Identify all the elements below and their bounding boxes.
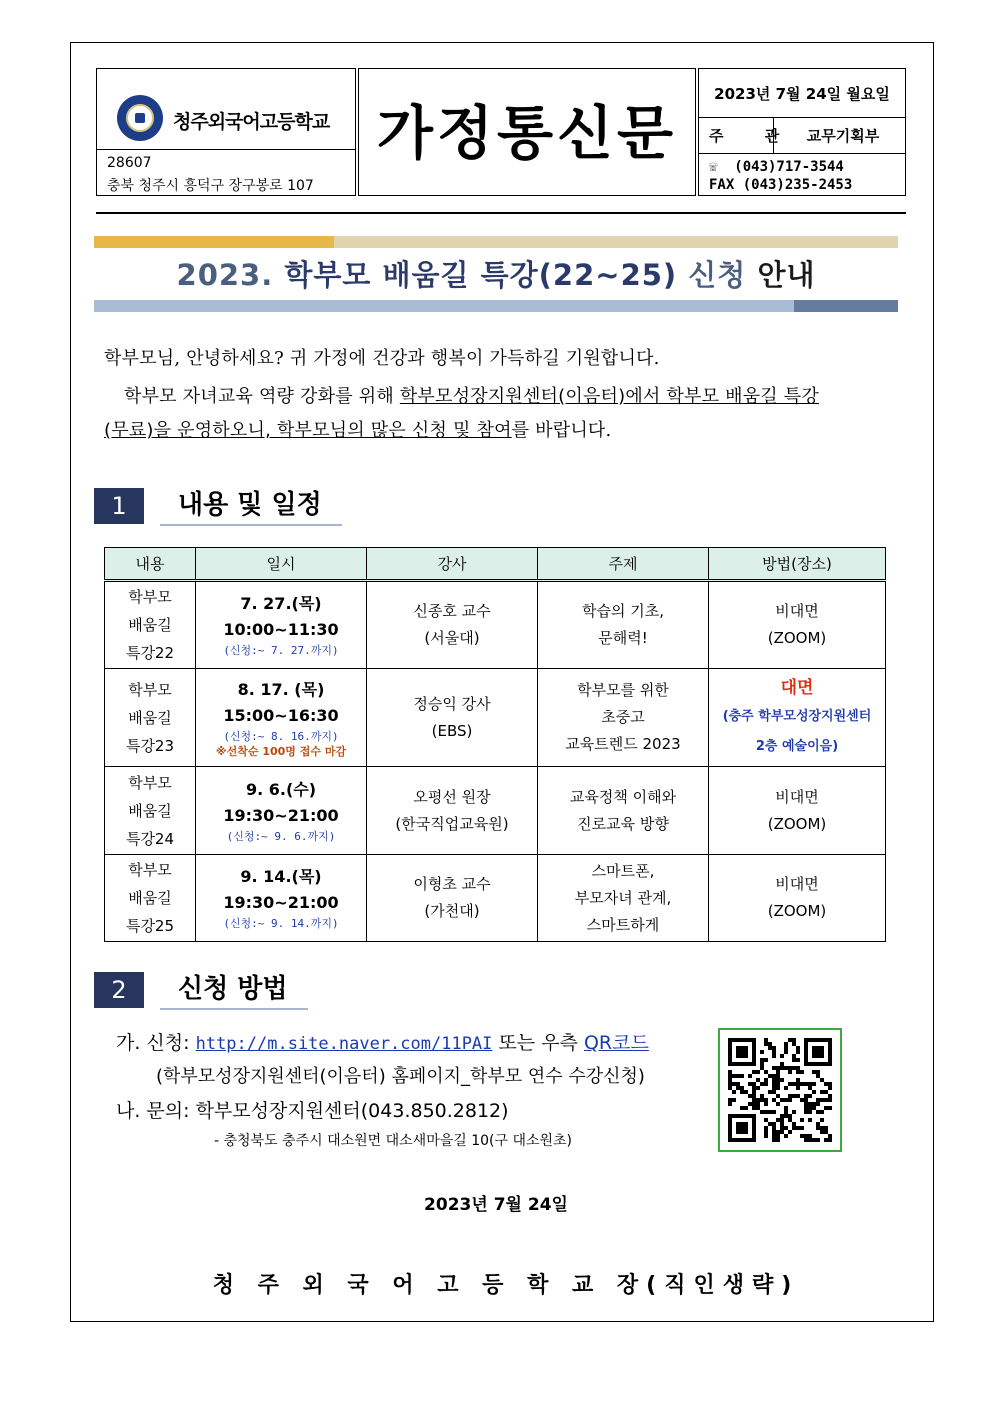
zip-code: 28607 xyxy=(107,155,152,171)
notice-title xyxy=(94,252,898,298)
school-emblem-icon xyxy=(117,95,163,141)
intro-text: 를 바랍니다. xyxy=(511,420,612,441)
organizer-dept: 교무기획부 xyxy=(806,127,880,145)
session-datetime: 7. 27.(목) 10:00~11:30 (신청:~ 7. 27.까지) xyxy=(196,581,367,669)
session-lecturer: 신종호 교수 (서울대) xyxy=(367,581,538,669)
session-method: 비대면 (ZOOM) xyxy=(709,855,886,942)
apply-label: 가. 신청: xyxy=(116,1032,196,1054)
principal-signature: 청 주 외 국 어 고 등 학 교 장(직인생략) xyxy=(212,1273,800,1298)
title-year: 2023. xyxy=(176,258,274,292)
apply-link[interactable]: http://m.site.naver.com/11PAI xyxy=(195,1034,493,1054)
signature-date: 2023년 7월 24일 xyxy=(424,1195,568,1215)
fax-number: FAX (043)235-2453 xyxy=(709,177,853,193)
col-header: 일시 xyxy=(196,548,367,581)
session-name: 학부모 배움길 특강24 xyxy=(105,767,196,855)
table-row xyxy=(105,669,886,767)
session-topic: 교육정책 이해와 진로교육 방향 xyxy=(538,767,709,855)
section-number: 1 xyxy=(94,488,144,524)
session-method: 비대면 (ZOOM) xyxy=(709,581,886,669)
inquiry-line: 나. 문의: 학부모성장지원센터(043.850.2812) xyxy=(116,1100,509,1122)
session-method: 비대면 (ZOOM) xyxy=(709,767,886,855)
col-header: 강사 xyxy=(367,548,538,581)
document-title: 가정통신문 xyxy=(376,99,678,167)
title-guide: 안내 xyxy=(757,258,816,292)
capacity-note: ※선착순 100명 접수 마감 xyxy=(215,744,347,758)
issue-date: 2023년 7월 24일 월요일 xyxy=(714,85,890,103)
session-lecturer: 정승익 강사 (EBS) xyxy=(367,669,538,767)
intro-highlight: 학부모성장지원센터(이음터)에서 학부모 배움길 특강 xyxy=(399,386,819,407)
title-apply: 신청 xyxy=(688,258,747,292)
qr-link[interactable]: QR코드 xyxy=(583,1032,649,1054)
intro-line-3 xyxy=(104,416,611,442)
school-name: 청주외국어고등학교 xyxy=(173,111,330,133)
session-name: 학부모 배움길 특강25 xyxy=(105,855,196,942)
banner-bottom-stripe xyxy=(94,300,898,312)
table-row xyxy=(105,581,886,669)
school-info-box xyxy=(96,68,356,196)
apply-or: 또는 우측 xyxy=(492,1032,584,1054)
qr-code-icon[interactable] xyxy=(718,1028,842,1152)
col-header: 방법(장소) xyxy=(709,548,886,581)
intro-text: 학부모 자녀교육 역량 강화를 위해 xyxy=(124,386,400,407)
session-lecturer: 이형초 교수 (가천대) xyxy=(367,855,538,942)
inquiry-address: - 충청북도 충주시 대소원면 대소새마을길 10(구 대소원초) xyxy=(214,1133,573,1149)
session-name: 학부모 배움길 특강22 xyxy=(105,581,196,669)
apply-method-sub: (학부모성장지원센터(이음터) 홈페이지_학부모 연수 수강신청) xyxy=(156,1066,645,1087)
letter-header xyxy=(96,68,906,196)
section-label: 내용 및 일정 xyxy=(160,488,342,526)
banner-top-stripe xyxy=(94,236,898,248)
title-subject: 학부모 배움길 특강(22~25) xyxy=(284,258,678,292)
session-datetime: 8. 17. (목) 15:00~16:30 (신청:~ 8. 16.까지) ※선착순 100명 접수 마감 xyxy=(196,669,367,767)
table-header-row xyxy=(105,548,886,581)
table-row xyxy=(105,767,886,855)
table-row xyxy=(105,855,886,942)
schedule-table xyxy=(104,547,886,942)
session-method: 대면 (충주 학부모성장지원센터 2층 예술이음) xyxy=(709,669,886,767)
session-datetime: 9. 6.(수) 19:30~21:00 (신청:~ 9. 6.까지) xyxy=(196,767,367,855)
session-datetime: 9. 14.(목) 19:30~21:00 (신청:~ 9. 14.까지) xyxy=(196,855,367,942)
header-divider xyxy=(96,212,906,214)
intro-highlight: (무료)을 운영하오니, 학부모님의 많은 신청 및 참여 xyxy=(104,420,512,441)
col-header: 내용 xyxy=(105,548,196,581)
section-label: 신청 방법 xyxy=(160,972,308,1010)
session-name: 학부모 배움길 특강23 xyxy=(105,669,196,767)
title-box xyxy=(358,68,696,196)
session-lecturer: 오평선 원장 (한국직업교육원) xyxy=(367,767,538,855)
intro-line-2 xyxy=(124,382,898,408)
section-number: 2 xyxy=(94,972,144,1008)
phone-number: ☏ (043)717-3544 xyxy=(709,159,844,175)
organizer-label: 주 관 xyxy=(709,127,798,145)
apply-method-line xyxy=(116,1028,649,1055)
col-header: 주제 xyxy=(538,548,709,581)
session-topic: 학부모를 위한 초중고 교육트렌드 2023 xyxy=(538,669,709,767)
session-topic: 스마트폰, 부모자녀 관계, 스마트하게 xyxy=(538,855,709,942)
school-address: 충북 청주시 흥덕구 장구봉로 107 xyxy=(107,178,314,194)
session-topic: 학습의 기초, 문해력! xyxy=(538,581,709,669)
meta-box xyxy=(698,68,906,196)
intro-line-1: 학부모님, 안녕하세요? 귀 가정에 건강과 행복이 가득하길 기원합니다. xyxy=(104,348,660,369)
